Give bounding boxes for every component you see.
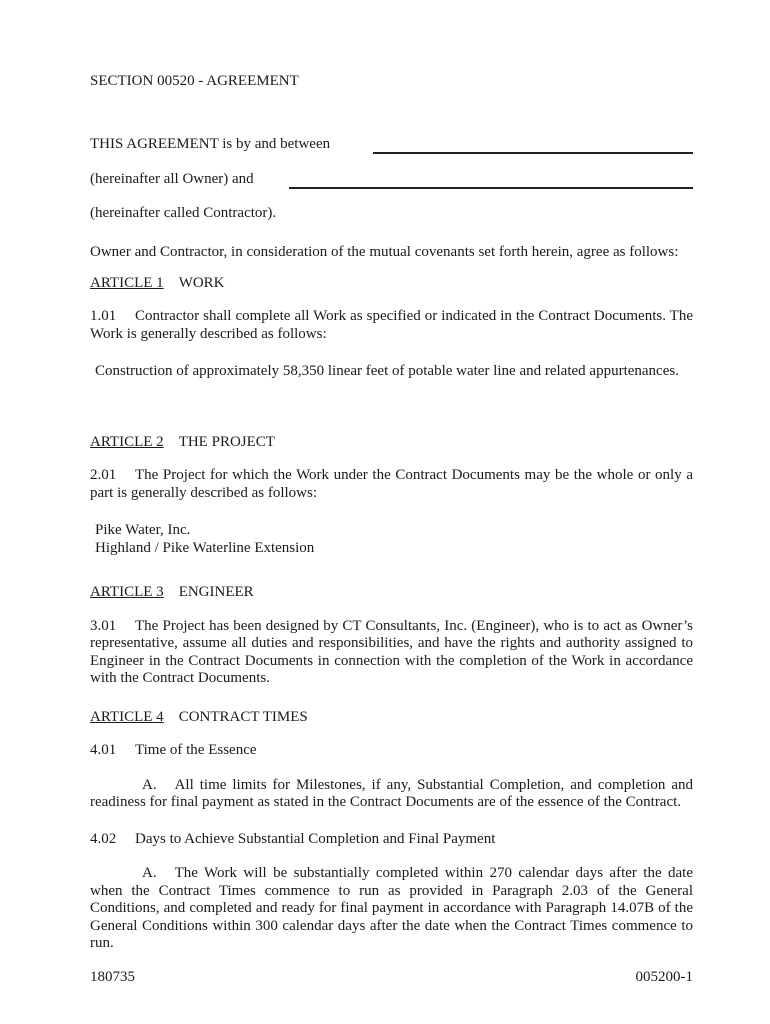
clause-1-01-number: 1.01 <box>90 308 117 324</box>
work-description: Construction of approximately 58,350 linear feet of potable water line and related appurtenances. <box>95 363 679 379</box>
article-3-heading <box>90 584 693 602</box>
owner-and-text: (hereinafter all Owner) and <box>90 171 254 187</box>
clause-4-02-A <box>90 865 693 953</box>
owner-and-row <box>90 170 693 189</box>
clause-2-01-text: The Project for which the Work under the Contract Documents may be the whole or only a part is generally described as follows: <box>90 467 693 501</box>
project-name-line: Highland / Pike Waterline Extension <box>95 539 315 556</box>
clause-4-02-A-text: The Work will be substantially completed within 270 calendar days after the date when the Contract Times commence to run as provided in Paragraph 2.03 of the General Conditions, and completed and ready for final payment in accordance with Paragraph 14.07B of the General Conditions within 300 calendar days after the date when the Contract Times commence to run. <box>90 865 693 951</box>
article-2-heading <box>90 434 693 452</box>
clause-3-01-number: 3.01 <box>90 617 117 634</box>
footer-page-number: 005200-1 <box>635 968 693 985</box>
article-4-heading <box>90 709 693 727</box>
clause-4-01-A-text: All time limits for Milestones, if any, Substantial Completion, and completion and readiness for final payment as stated in the Contract Documents are of the essence of the Contract. <box>90 776 693 810</box>
article-2-number: ARTICLE 2 <box>90 433 164 450</box>
clause-1-01-text: Contractor shall complete all Work as specified or indicated in the Contract Documents. The Work is generally described as follows: <box>90 308 693 342</box>
article-3-number: ARTICLE 3 <box>90 584 164 600</box>
article-1-title: WORK <box>178 274 225 291</box>
contractor-name-blank[interactable] <box>289 169 693 189</box>
covenant-text: Owner and Contractor, in consideration of the mutual covenants set forth herein, agree as follows: <box>90 244 679 260</box>
clause-4-01-A <box>90 777 693 812</box>
clause-2-01-number: 2.01 <box>90 467 117 483</box>
clause-4-02-A-letter: A. <box>142 865 157 881</box>
section-title: SECTION 00520 - AGREEMENT <box>90 73 299 89</box>
agreement-between-text: THIS AGREEMENT is by and between <box>90 136 331 152</box>
clause-4-02-number: 4.02 <box>90 830 117 847</box>
clause-3-01-text: The Project has been designed by CT Consultants, Inc. (Engineer), who is to act as Owner’s representative, assume all duties and responsibilities, and have the rights and authority assigned to Engineer in the Contract Documents in connection with the completion of the Work in accordance with the Contract Documents. <box>90 617 693 686</box>
contractor-called-text: (hereinafter called Contractor). <box>90 204 277 221</box>
clause-4-01-A-letter: A. <box>142 776 157 793</box>
article-2-title: THE PROJECT <box>178 433 275 450</box>
owner-name-blank[interactable] <box>373 134 693 154</box>
project-owner-line: Pike Water, Inc. <box>95 522 191 538</box>
clause-1-01 <box>90 308 693 343</box>
agreement-between-row <box>90 135 693 154</box>
clause-4-02 <box>90 831 693 849</box>
page-footer <box>90 969 693 987</box>
article-1-heading <box>90 275 693 293</box>
clause-4-01-number: 4.01 <box>90 742 117 758</box>
clause-4-01 <box>90 742 693 760</box>
article-3-title: ENGINEER <box>178 584 254 600</box>
clause-4-02-text: Days to Achieve Substantial Completion and Final Payment <box>135 830 496 847</box>
article-1-number: ARTICLE 1 <box>90 274 164 291</box>
article-4-title: CONTRACT TIMES <box>178 708 308 725</box>
article-4-number: ARTICLE 4 <box>90 708 164 725</box>
clause-2-01 <box>90 467 693 502</box>
footer-project-number: 180735 <box>90 968 135 985</box>
clause-3-01 <box>90 618 693 688</box>
clause-4-01-text: Time of the Essence <box>135 742 257 758</box>
